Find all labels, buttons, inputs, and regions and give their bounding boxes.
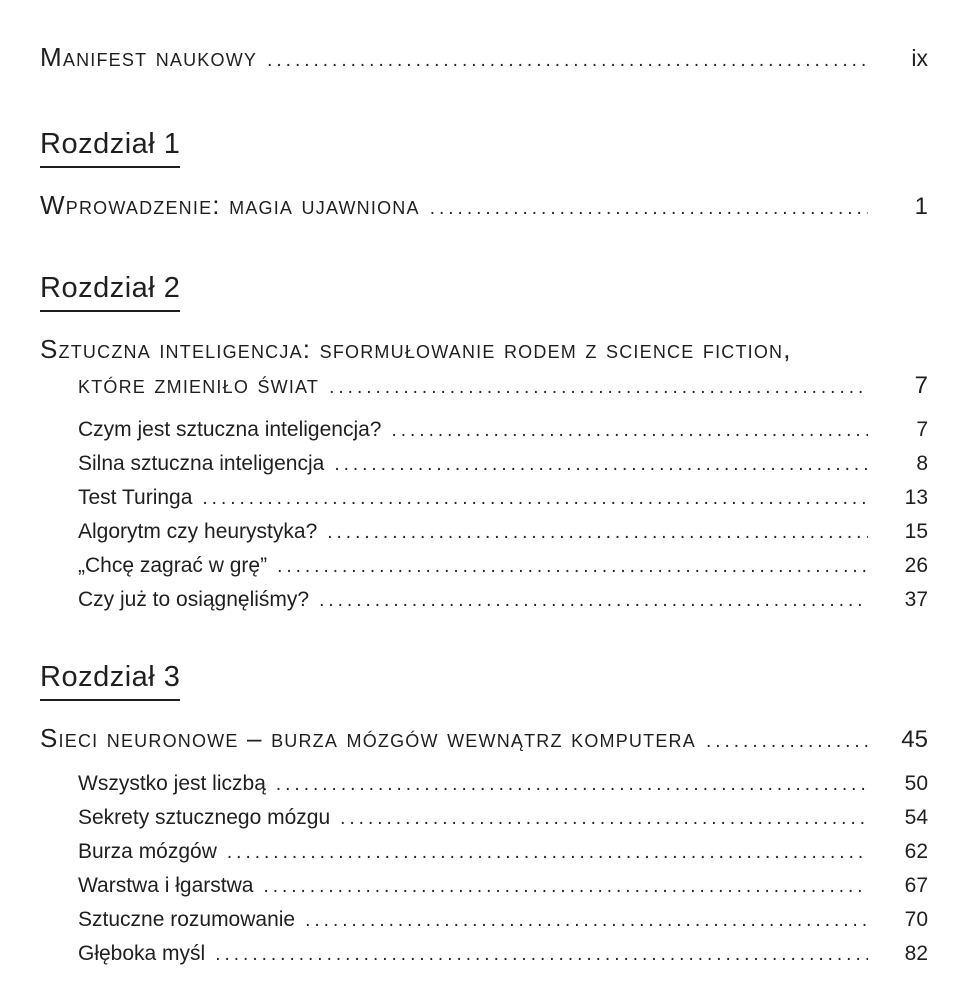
toc-subentry — [78, 767, 928, 801]
toc-subentry — [78, 583, 928, 617]
dot-leader — [276, 768, 868, 801]
chapter-3-subsections — [40, 767, 928, 971]
dot-leader — [391, 414, 868, 447]
toc-subentry — [78, 515, 928, 549]
page-number: 67 — [904, 874, 928, 897]
toc-subentry — [78, 549, 928, 583]
toc-subentry — [78, 481, 928, 515]
entry-title: Głęboka myśl — [78, 942, 206, 965]
dot-leader — [334, 448, 868, 481]
dot-leader — [267, 44, 868, 78]
page-number: 37 — [904, 588, 928, 611]
toc-entry-chapter-3 — [40, 721, 928, 759]
dot-leader — [327, 516, 868, 549]
page-number: 70 — [904, 908, 928, 931]
page-number: 54 — [904, 806, 928, 829]
entry-title: Sekrety sztucznego mózgu — [78, 806, 331, 829]
page-number: 15 — [904, 520, 928, 543]
entry-title: „Chcę zagrać w grę” — [78, 554, 268, 577]
dot-leader — [277, 550, 868, 583]
toc-entry-frontmatter — [40, 40, 928, 78]
dot-leader — [305, 904, 868, 937]
page-number: 8 — [916, 452, 928, 475]
entry-title: Czym jest sztuczna inteligencja? — [78, 418, 382, 441]
page-number: ix — [911, 45, 928, 71]
page-number: 7 — [916, 418, 928, 441]
entry-title: Warstwa i łgarstwa — [78, 874, 254, 897]
chapter-3-label: Rozdział 3 — [40, 661, 180, 701]
entry-title: Sztuczne rozumowanie — [78, 908, 296, 931]
entry-title: Burza mózgów — [78, 840, 217, 863]
dot-leader — [263, 870, 868, 903]
entry-title: Wprowadzenie: magia ujawniona — [40, 190, 420, 220]
dot-leader — [215, 938, 868, 971]
chapter-2-label-wrap — [40, 272, 928, 312]
page-number: 1 — [914, 193, 928, 220]
page-number: 45 — [901, 726, 928, 753]
dot-leader — [706, 724, 868, 759]
entry-title: Silna sztuczna inteligencja — [78, 452, 325, 475]
toc-subentry — [78, 447, 928, 481]
page-number: 82 — [904, 942, 928, 965]
entry-title: Sieci neuronowe – burza mózgów wewnątrz komputera — [40, 723, 696, 753]
page-number: 13 — [904, 486, 928, 509]
entry-title: Wszystko jest liczbą — [78, 772, 266, 795]
toc-entry-chapter-2-line2 — [40, 367, 928, 405]
chapter-1-label: Rozdział 1 — [40, 128, 180, 168]
entry-title: Algorytm czy heurystyka? — [78, 520, 318, 543]
chapter-2-block — [40, 272, 928, 617]
chapter-3-block — [40, 661, 928, 971]
dot-leader — [202, 482, 868, 515]
toc-entry-chapter-2-line1: Sztuczna inteligencja: sformułowanie rodem z science fiction, — [40, 334, 792, 364]
toc-subentry — [78, 869, 928, 903]
entry-title: Manifest naukowy — [40, 42, 258, 72]
page-number: 26 — [904, 554, 928, 577]
toc-subentry — [78, 801, 928, 835]
toc-subentry — [78, 835, 928, 869]
dot-leader — [227, 836, 868, 869]
toc-subentry — [78, 937, 928, 971]
dot-leader — [319, 584, 868, 617]
chapter-1-block — [40, 128, 928, 226]
toc-subentry — [78, 413, 928, 447]
entry-title: które zmieniło świat — [78, 369, 320, 399]
dot-leader — [430, 191, 868, 226]
page-number: 50 — [904, 772, 928, 795]
page-number: 62 — [904, 840, 928, 863]
toc-entry-chapter-1 — [40, 188, 928, 226]
dot-leader — [329, 370, 868, 405]
chapter-3-label-wrap — [40, 661, 928, 701]
dot-leader — [340, 802, 868, 835]
chapter-2-label: Rozdział 2 — [40, 272, 180, 312]
toc-subentry — [78, 903, 928, 937]
entry-title: Test Turinga — [78, 486, 193, 509]
page-number: 7 — [914, 372, 928, 399]
chapter-1-label-wrap — [40, 128, 928, 168]
entry-title: Czy już to osiągnęliśmy? — [78, 588, 310, 611]
chapter-2-subsections — [40, 413, 928, 617]
